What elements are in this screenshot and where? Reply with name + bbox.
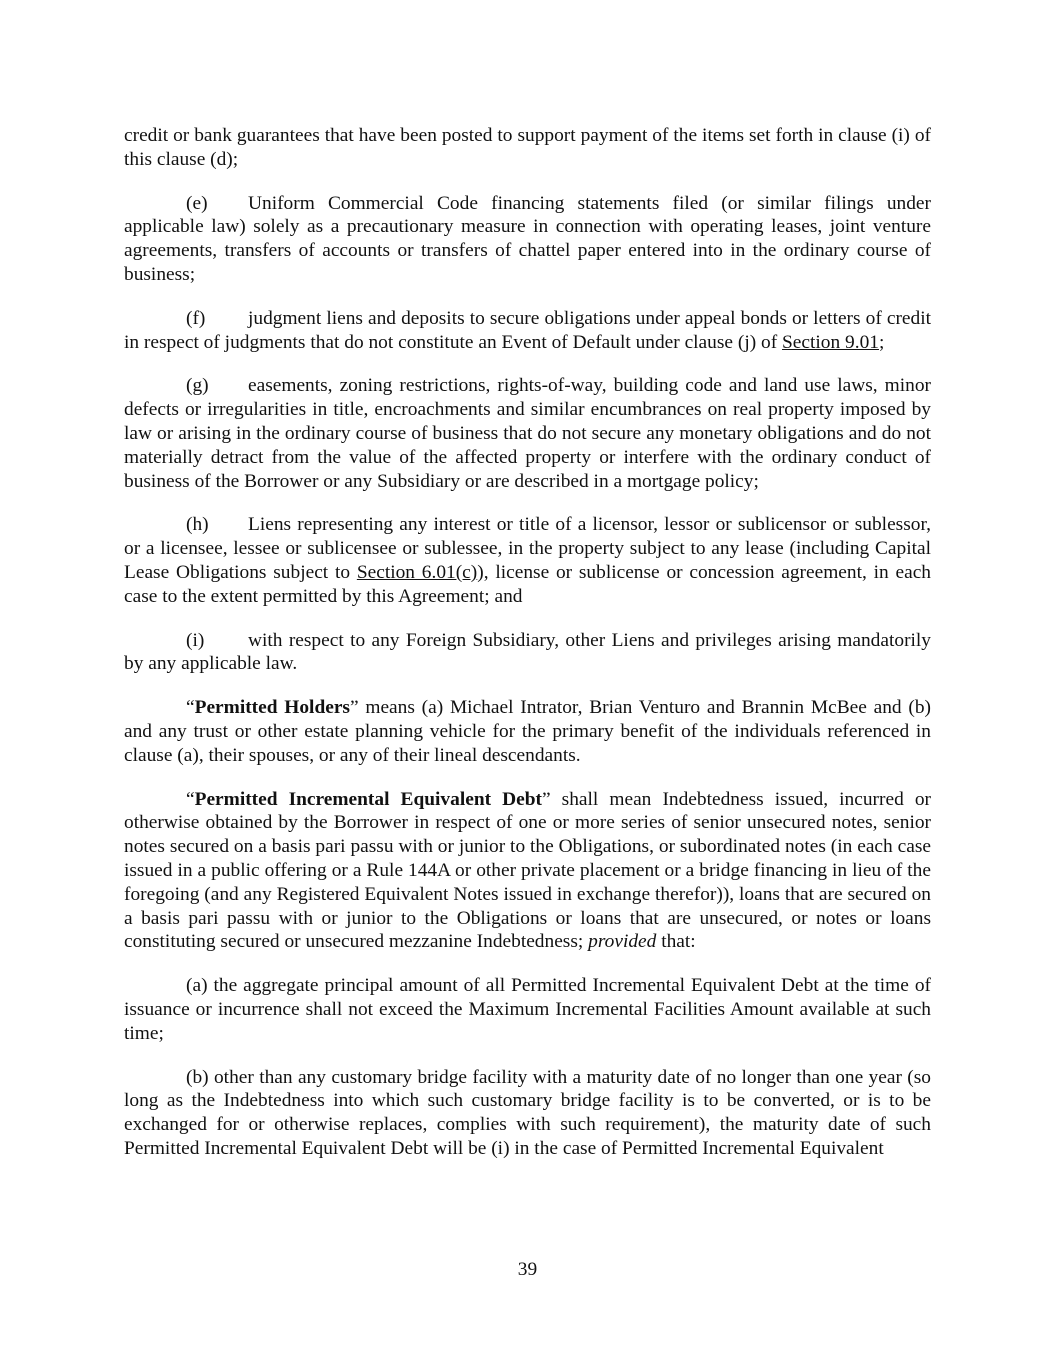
defined-term: Permitted Incremental Equivalent Debt bbox=[194, 788, 542, 810]
clause-text-f: judgment liens and deposits to secure obligations under appeal bonds or letters of credit in respect of judgments that do not constitute an Event of Default under clause (j) of bbox=[124, 307, 931, 353]
open-quote: “ bbox=[186, 697, 195, 719]
section-reference-6-01c: Section 6.01(c) bbox=[356, 561, 478, 583]
paragraph-i bbox=[124, 629, 931, 677]
document-page bbox=[124, 124, 931, 1181]
close-quote: ” bbox=[542, 788, 551, 810]
section-reference-9-01: Section 9.01 bbox=[782, 331, 879, 353]
paragraph-d-continuation: credit or bank guarantees that have been posted to support payment of the items set forth in clause (i) of this clause (d); bbox=[124, 125, 931, 170]
clause-text-h-end: ), license or sublicense or concession agreement, in each case to the extent permitted by this Agreement; and bbox=[124, 561, 931, 607]
definition-text: means (a) Michael Intrator, Brian Venturo and Brannin McBee and (b) and any trust or other estate planning vehicle for the primary benefit of the individuals referenced in clause (a), their spouses, or any of their lineal descendants. bbox=[124, 697, 931, 766]
page-number: 39 bbox=[517, 1259, 538, 1280]
condition-b: (b) other than any customary bridge facility with a maturity date of no longer than one year (so long as the Indebtedness into which such customary bridge facility is to be converted, or is to be exchanged for or otherwise replaces, complies with such requirement), the maturity date of such Permitted Incremental Equivalent Debt will be (i) in the case of Permitted Incremental Equivalent bbox=[124, 1066, 931, 1159]
definition-permitted-holders bbox=[124, 696, 931, 767]
paragraph-h bbox=[124, 513, 931, 608]
clause-label-f: (f) bbox=[186, 307, 206, 329]
paragraph-f bbox=[124, 307, 931, 355]
paragraph-e bbox=[124, 192, 931, 287]
clause-label-h: (h) bbox=[186, 514, 209, 536]
clause-label-i: (i) bbox=[186, 629, 205, 651]
clause-text-f-end: ; bbox=[878, 331, 885, 353]
condition-a: (a) the aggregate principal amount of all Permitted Incremental Equivalent Debt at the time of issuance or incurrence shall not exceed the Maximum Incremental Facilities Amount available at such time; bbox=[124, 975, 931, 1044]
clause-text-e: Uniform Commercial Code financing statements filed (or similar filings under applicable law) solely as a precautionary measure in connection with operating leases, joint venture agreements, transfers of accounts or transfers of chattel paper entered into in the ordinary course of business; bbox=[124, 192, 931, 285]
clause-label-g: (g) bbox=[186, 375, 209, 397]
defined-term: Permitted Holders bbox=[194, 697, 350, 719]
definition-text: shall mean Indebtedness issued, incurred or otherwise obtained by the Borrower in respect of one or more series of senior unsecured notes, senior notes secured on a basis pari passu with or junior to the Obligations, or subordinated notes (in each case issued in a public offering or a Rule 144A or other private placement or a bridge financing in lieu of the foregoing (and any Registered Equivalent Notes issued in exchange therefor)), loans that are secured on a basis pari passu with or junior to the Obligations or loans that are unsecured, or notes or loans constituting secured or unsecured mezzanine Indebtedness; bbox=[124, 788, 931, 953]
definition-tail: that: bbox=[656, 931, 696, 953]
clause-label-e: (e) bbox=[186, 192, 208, 214]
provided-italic: provided bbox=[588, 931, 657, 953]
clause-text-i: with respect to any Foreign Subsidiary, other Liens and privileges arising mandatorily by any applicable law. bbox=[124, 629, 931, 675]
close-quote: ” bbox=[349, 697, 359, 719]
definition-permitted-incremental-equivalent-debt bbox=[124, 788, 931, 955]
paragraph-g bbox=[124, 374, 931, 493]
clause-text-h: Liens representing any interest or title of a licensor, lessor or sublicensor or sublessor, or a licensee, lessee or sublicensee or sublessee, in the property subject to any lease (including Capital Lease Obligations subject to bbox=[124, 514, 931, 583]
open-quote: “ bbox=[186, 788, 195, 810]
clause-text-g: easements, zoning restrictions, rights-of-way, building code and land use laws, minor defects or irregularities in title, encroachments and similar encumbrances on real property imposed by law or arising in the ordinary course of business that do not secure any monetary obligations and do not materially detract from the value of the affected property or interfere with the ordinary conduct of business of the Borrower or any Subsidiary or are described in a mortgage policy; bbox=[124, 375, 931, 492]
